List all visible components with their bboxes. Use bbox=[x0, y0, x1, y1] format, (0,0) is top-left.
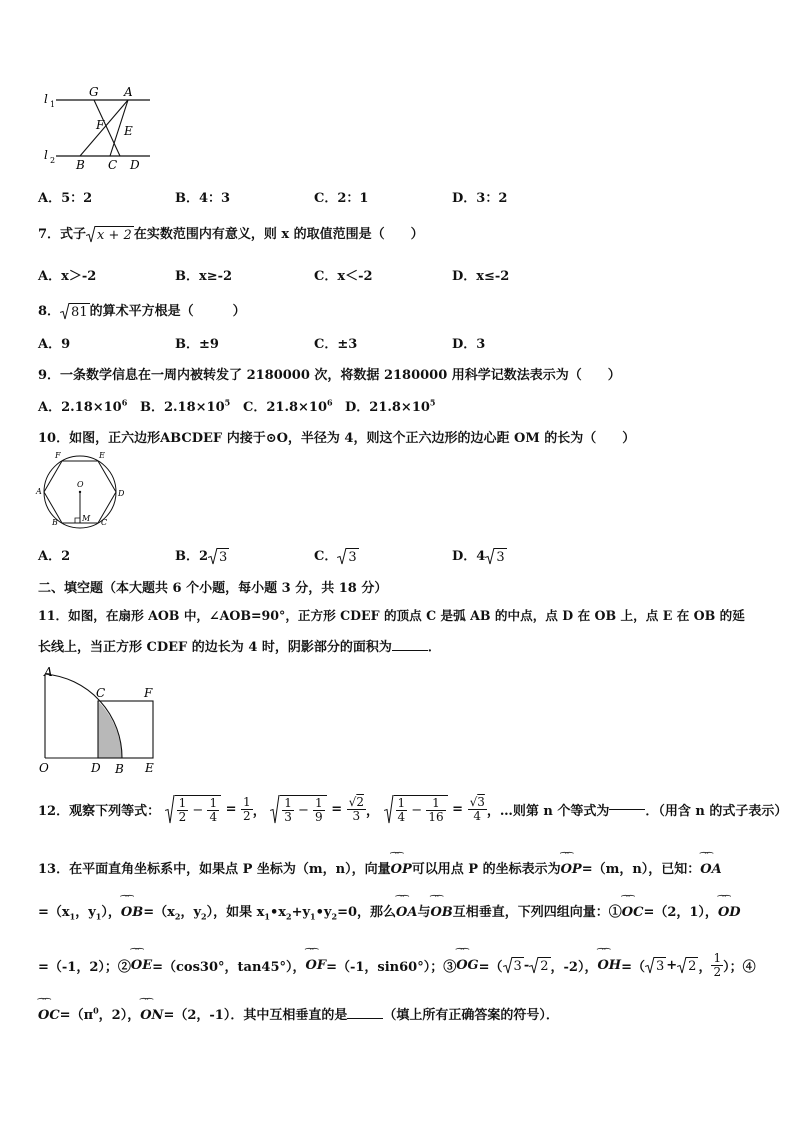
fig11-label-b: B bbox=[115, 762, 124, 776]
q7-option-c: C．x＜-2 bbox=[314, 269, 373, 284]
fig6-label-e: E bbox=[124, 124, 133, 138]
q10-option-d: D．4 3 bbox=[452, 549, 505, 565]
q13-line2: $=(x_1$，$y_1$），⁀⁀ $OB=(x_2$，$y_2$），如果 $x_1•x_2+y_1•y_2=0$，那么⁀⁀ OA与⁀⁀ OB互相垂直，下列四组向量：①⁀⁀ OC=（2，1），⁀⁀ OD bbox=[38, 901, 741, 922]
fig10-label-b: B bbox=[52, 518, 58, 527]
vector-oa: ⁀⁀ OA bbox=[700, 862, 721, 877]
q11-line2: 长线上，当正方形 CDEF 的边长为 4 时，阴影部分的面积为 ． bbox=[38, 640, 441, 655]
q7-stem bbox=[38, 223, 424, 243]
q8-option-c: C．±3 bbox=[314, 337, 358, 352]
fig10-label-e: E bbox=[99, 452, 105, 460]
q12-eq2-sqrt: $\frac{1}{3}$ − $\frac{1}{9}$ bbox=[270, 795, 326, 824]
fig10-label-a: A bbox=[36, 487, 42, 496]
q6-option-a: A．5：2 bbox=[38, 191, 93, 206]
hexagon-circle-figure bbox=[34, 452, 128, 532]
fig6-label-g: G bbox=[89, 86, 99, 99]
q9-stem: 9．一条数学信息在一周内被转发了 2180000 次，将数据 2180000 用科学记数法表示为（ ） bbox=[38, 368, 621, 383]
q10-stem: 10．如图，正六边形ABCDEF 内接于⊙O，半径为 4，则这个正六边形的边心距 OM 的长为（ ） bbox=[38, 431, 636, 446]
vector-og: ⁀⁀ OG bbox=[456, 958, 478, 973]
fig10-label-d: D bbox=[118, 489, 125, 498]
q8-option-b: B．±9 bbox=[175, 337, 219, 352]
q6-option-d: D．3：2 bbox=[452, 191, 508, 206]
q7-radicand: x + 2 bbox=[97, 228, 132, 243]
q12-line: 12．观察下列等式： $\frac{1}{2}$ − $\frac{1}{4}$ = $\frac{1}{2}$ ， $\frac{1}{3}$ − $\frac{1}{9}$ = $\frac{√2}{3}$ ， $\frac{1}{4}$ − $\frac{1}{16}$ = $\frac{√3}{4}$ ，…则第 n 个等式为 ．（用含 n 的式子表示） bbox=[38, 795, 788, 824]
q8-prefix: 8． bbox=[38, 304, 61, 319]
q10-option-c: C． 3 bbox=[314, 549, 357, 565]
vector-oc-2: ⁀⁀ OC bbox=[38, 1008, 60, 1023]
q13-line4: ⁀⁀ $OC=(\pi^0$，2），⁀⁀ ON=（2，-1）．其中互相垂直的是 （填上所有正确答案的符号）． bbox=[38, 1004, 559, 1023]
vector-ob: ⁀⁀ OB bbox=[121, 905, 143, 920]
vector-oc: ⁀⁀ OC bbox=[622, 905, 644, 920]
center-o bbox=[79, 491, 81, 493]
q13-line1: 13．在平面直角坐标系中，如果点 P 坐标为（m，n），向量⁀⁀ OP可以用点 P 的坐标表示为⁀⁀ OP=（m，n），已知：⁀⁀ OA bbox=[38, 858, 722, 877]
q7-option-a: A．x＞-2 bbox=[38, 269, 97, 284]
q10-option-b: B．2 3 bbox=[175, 549, 228, 565]
fig6-label-a: A bbox=[124, 86, 133, 99]
vector-oa-2: ⁀⁀ OA bbox=[396, 905, 417, 920]
q12-eq1-sqrt: $\frac{1}{2}$ − $\frac{1}{4}$ bbox=[165, 795, 221, 824]
vector-op-2: ⁀⁀ OP bbox=[561, 862, 582, 877]
fig11-label-f: F bbox=[144, 686, 153, 700]
q9-option-a: A．$2.18\times 10^6$ bbox=[38, 397, 128, 415]
q12-eq3-sqrt: $\frac{1}{4}$ − $\frac{1}{16}$ bbox=[384, 795, 448, 824]
fig11-label-d: D bbox=[91, 761, 101, 775]
q9-option-d: D．$21.8\times 10^5$ bbox=[345, 397, 436, 415]
fig10-label-m: M bbox=[82, 514, 91, 523]
section-heading-fill-blank: 二、填空题（本大题共 6 个小题，每小题 3 分，共 18 分） bbox=[38, 581, 388, 596]
fig6-label-l2: l bbox=[44, 148, 48, 162]
fig6-label-c: C bbox=[108, 158, 118, 172]
q7-prefix: 7．式子 bbox=[38, 227, 87, 242]
fig11-label-o: O bbox=[39, 761, 49, 775]
q8-option-d: D．3 bbox=[452, 337, 486, 352]
fig10-label-c: C bbox=[101, 518, 108, 527]
fig11-label-e: E bbox=[145, 761, 154, 775]
shaded-region bbox=[98, 701, 122, 758]
q13-line3: =（-1，2）；②⁀⁀ OE=（cos30°，tan45°），⁀⁀ OF=（-1，sin60°）；③⁀⁀ OG=（ 3 - 2 ，-2），⁀⁀ OH=（ 3 + 2 ， $\frac{1}{2}$ ）；④ bbox=[38, 952, 756, 979]
vector-od: ⁀⁀ OD bbox=[718, 905, 741, 920]
q7-option-d: D．x≤-2 bbox=[452, 269, 510, 284]
vector-of: ⁀⁀ OF bbox=[306, 958, 327, 973]
q7-option-b: B．x≥-2 bbox=[175, 269, 233, 284]
fig10-label-f: F bbox=[55, 452, 61, 460]
right-angle-mark bbox=[75, 518, 80, 523]
q10-option-a: A．2 bbox=[38, 549, 71, 564]
q12-answer-blank[interactable] bbox=[609, 809, 645, 810]
fig6-label-1: 1 bbox=[50, 100, 56, 109]
fig11-label-c: C bbox=[96, 686, 106, 700]
q11-line1: 11．如图，在扇形 AOB 中，∠AOB=90°，正方形 CDEF 的顶点 C 是弧 AB 的中点，点 D 在 OB 上，点 E 在 OB 的延 bbox=[38, 608, 745, 623]
q8-option-a: A．9 bbox=[38, 337, 71, 352]
vector-oe: ⁀⁀ OE bbox=[131, 958, 152, 973]
q13-answer-blank[interactable] bbox=[347, 1018, 383, 1019]
q8-suffix: 的算术平方根是（ ） bbox=[89, 304, 246, 319]
fig6-label-d: D bbox=[130, 158, 140, 172]
fig10-label-o: O bbox=[77, 480, 84, 489]
parallel-lines-figure bbox=[38, 86, 158, 172]
fig6-label-b: B bbox=[76, 158, 85, 172]
vector-op: ⁀⁀ OP bbox=[391, 862, 412, 877]
sector-square-figure bbox=[36, 664, 166, 779]
vector-ob-2: ⁀⁀ OB bbox=[430, 905, 452, 920]
fig11-label-a: A bbox=[44, 665, 53, 679]
q8-radicand: 81 bbox=[71, 305, 88, 320]
q9-option-c: C．$21.8\times 10^6$ bbox=[243, 397, 333, 415]
q6-option-c: C．2：1 bbox=[314, 191, 369, 206]
q8-sqrt bbox=[60, 303, 90, 320]
q7-suffix: 在实数范围内有意义，则 x 的取值范围是（ ） bbox=[133, 227, 424, 242]
q8-stem bbox=[38, 300, 246, 320]
q9-option-b: B．$2.18\times 10^5$ bbox=[140, 397, 231, 415]
fig6-label-f: F bbox=[96, 118, 105, 132]
fig6-label-2: 2 bbox=[50, 156, 56, 165]
q6-option-b: B．4：3 bbox=[175, 191, 231, 206]
fig6-label-l: l bbox=[44, 92, 48, 106]
q7-sqrt bbox=[86, 226, 134, 243]
vector-on: ⁀⁀ ON bbox=[140, 1008, 163, 1023]
q11-answer-blank[interactable] bbox=[392, 650, 428, 651]
vector-oh: ⁀⁀ OH bbox=[597, 958, 621, 973]
